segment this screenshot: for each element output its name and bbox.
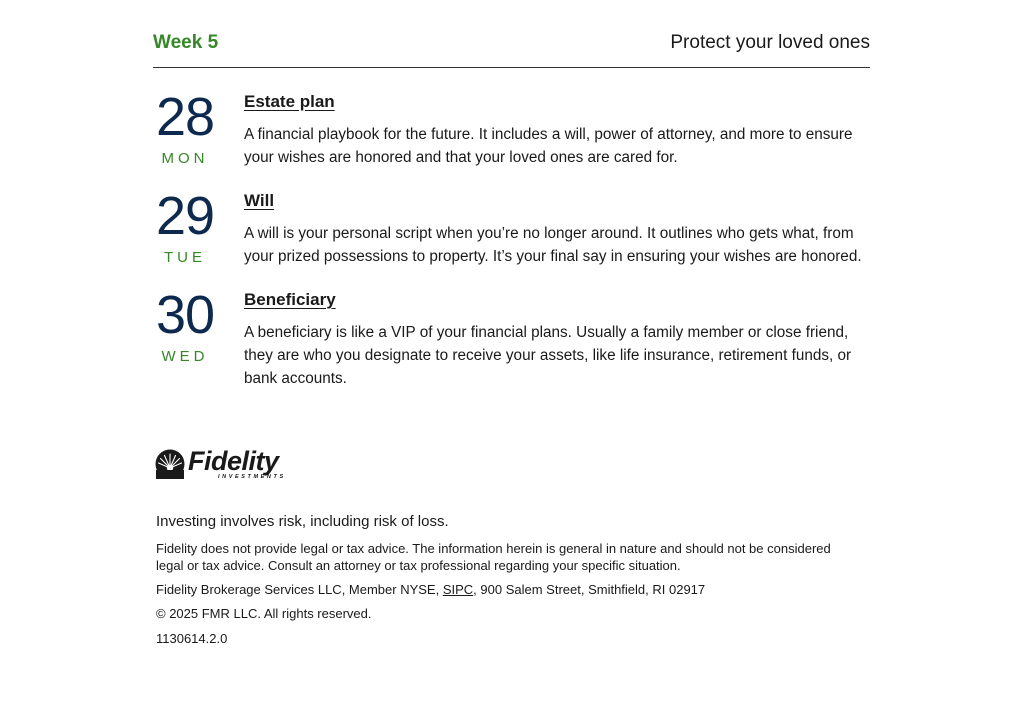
day-of-week: TUE xyxy=(164,249,206,266)
page-header xyxy=(153,30,870,68)
term-definition: A beneficiary is like a VIP of your financial plans. Usually a family member or close friend, they are who you designate to receive your assets, like life insurance, retirement funds, or bank accounts. xyxy=(244,324,852,387)
logo-subtitle: INVESTMENTS xyxy=(218,474,286,480)
legal-advice-disclaimer: Fidelity does not provide legal or tax advice. The information herein is general in nature and should not be considered legal or tax advice. Consult an attorney or tax professional regarding your specific situation. xyxy=(156,541,831,573)
sipc-link[interactable]: SIPC xyxy=(442,582,474,597)
brokerage-info xyxy=(156,581,836,598)
brokerage-prefix: Fidelity Brokerage Services LLC, Member NYSE, xyxy=(156,582,443,597)
term-definition: A financial playbook for the future. It includes a will, power of attorney, and more to ensure your wishes are honored and that your loved ones are cared for. xyxy=(244,126,853,166)
document-id: 1130614.2.0 xyxy=(156,631,228,646)
logo-wordmark: Fidelity xyxy=(188,446,279,476)
day-of-week: MON xyxy=(161,150,209,167)
term-heading: Estate plan xyxy=(244,92,335,111)
day-number: 29 xyxy=(155,186,215,246)
term-definition: A will is your personal script when you’re no longer around. It outlines who gets what, from your prized possessions to property. It’s your final say in ensuring your wishes are honored. xyxy=(244,225,862,265)
day-number: 30 xyxy=(155,285,215,345)
brokerage-address: , 900 Salem Street, Smithfield, RI 02917 xyxy=(473,582,706,597)
copyright: © 2025 FMR LLC. All rights reserved. xyxy=(156,606,372,621)
fidelity-logo xyxy=(155,446,286,482)
fidelity-pyramid-icon xyxy=(155,449,185,479)
term-heading: Beneficiary xyxy=(244,290,336,309)
term-heading: Will xyxy=(244,191,275,210)
risk-statement: Investing involves risk, including risk of loss. xyxy=(156,513,449,530)
week-theme: Protect your loved ones xyxy=(670,32,870,53)
day-of-week: WED xyxy=(161,348,209,365)
day-number: 28 xyxy=(155,87,215,147)
week-label: Week 5 xyxy=(153,32,219,53)
